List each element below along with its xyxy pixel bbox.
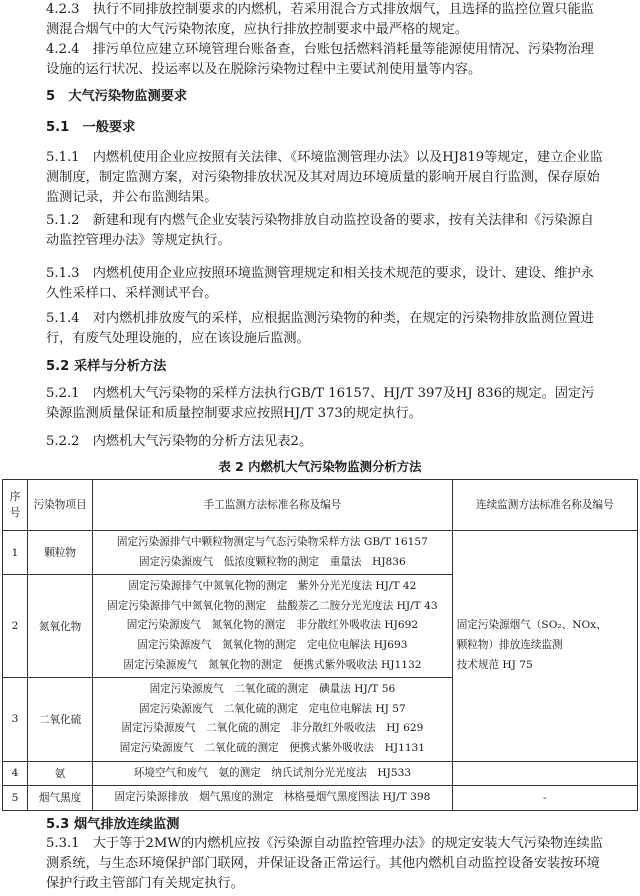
header-pollutant: 污染物项目 xyxy=(28,480,93,531)
row-continuous-dash: - xyxy=(452,786,637,811)
header-manual-method: 手工监测方法标准名称及编号 xyxy=(93,480,453,531)
para-5-2-2: 5.2.2 内燃机大气污染物的分析方法见表2。 xyxy=(46,434,313,449)
method-line: 固定污染源废气 氮氧化物的测定 便携式紫外吸收法 HJ1132 xyxy=(123,658,422,671)
row-manual-methods xyxy=(93,531,453,575)
method-line: 固定污染源排气中氮氧化物的测定 盐酸萘乙二胺分光光度法 HJ/T 43 xyxy=(107,599,438,612)
row-seq: 5 xyxy=(3,786,28,811)
row-pollutant: 颗粒物 xyxy=(28,531,93,575)
analysis-methods-table xyxy=(2,479,638,811)
table-row xyxy=(3,761,638,786)
method-line: 固定污染源废气 二氧化硫的测定 便携式紫外吸收法 HJ1131 xyxy=(119,741,426,754)
para-5-3-1: 5.3.1 大于等于2MW的内燃机应按《污染源自动监控管理办法》的规定安装大气污染物连续监测系统，与生态环境保护部门联网，并保证设备正常运行。其他内燃机自动监控设备安装按环境保护行政主管部门有关规定执行。 xyxy=(46,836,603,891)
method-line: 固定污染源废气 二氧化硫的测定 定电位电解法 HJ 57 xyxy=(139,702,406,715)
row-continuous-empty xyxy=(452,761,637,786)
row-pollutant: 氨 xyxy=(28,761,93,786)
table-caption: 表 2 内燃机大气污染物监测分析方法 xyxy=(218,459,422,474)
para-5-1-2: 5.1.2 新建和现有内燃气企业安装污染物排放自动监控设备的要求，按有关法律和《污染源自动监控管理办法》等规定执行。 xyxy=(46,213,594,248)
method-line: 固定污染源排气中颗粒物测定与气态污染物采样方法 GB/T 16157 xyxy=(116,536,428,548)
row-pollutant: 氮氧化物 xyxy=(28,575,93,678)
method-line: 固定污染源排气中氮氧化物的测定 紫外分光光度法 HJ/T 42 xyxy=(128,580,417,593)
header-continuous-method: 连续监测方法标准名称及编号 xyxy=(452,480,637,531)
para-5-2-1: 5.2.1 内燃机大气污染物的采样方法执行GB/T 16157、HJ/T 397及HJ 836的规定。固定污染源监测质量保证和质量控制要求应按照HJ/T 373的规定执行。 xyxy=(46,386,595,421)
method-line: 环境空气和废气 氨的测定 纳氏试剂分光光度法 HJ533 xyxy=(133,766,412,779)
row-manual-methods xyxy=(93,786,453,811)
para-5-1-3: 5.1.3 内燃机使用企业应按照环境监测管理规定和相关技术规范的要求，设计、建设、维护永久性采样口、采样测试平台。 xyxy=(46,266,594,301)
row-manual-methods xyxy=(93,761,453,786)
para-4-2-3: 4.2.3 执行不同排放控制要求的内燃机，若采用混合方式排放烟气，且选择的监控位置只能监测混合烟气中的大气污染物浓度，应执行排放控制要求中最严格的规定。 xyxy=(46,2,594,37)
method-line: 固定污染源废气 二氧化硫的测定 碘量法 HJ/T 56 xyxy=(149,683,396,696)
heading-section-5: 5 大气污染物监测要求 xyxy=(46,89,188,104)
row-seq: 2 xyxy=(3,575,28,678)
row-seq: 1 xyxy=(3,531,28,575)
row-pollutant: 二氧化硫 xyxy=(28,678,93,761)
continuous-method-cell xyxy=(452,531,637,762)
row-seq: 3 xyxy=(3,678,28,761)
table-header-row xyxy=(3,480,638,531)
method-line: 固定污染源废气 低浓度颗粒物的测定 重量法 HJ836 xyxy=(139,555,406,568)
row-pollutant: 烟气黑度 xyxy=(28,786,93,811)
table-row xyxy=(3,786,638,811)
method-line: 固定污染源废气 二氧化硫的测定 非分散红外吸收法 HJ 629 xyxy=(121,722,424,735)
heading-section-5-3: 5.3 烟气排放连续监测 xyxy=(46,817,180,832)
continuous-line: 颗粒物）排放连续监测 xyxy=(456,638,563,651)
continuous-line: 技术规范 HJ 75 xyxy=(456,658,533,671)
method-line: 固定污染源排放 烟气黑度的测定 林格曼烟气黑度图法 HJ/T 398 xyxy=(114,791,431,804)
para-4-2-4: 4.2.4 排污单位应建立环境管理台账备查，台账包括燃料消耗量等能源使用情况、污染物治理设施的运行状况、投运率以及在脱除污染物过程中主要试剂使用量等内容。 xyxy=(46,42,594,77)
table-row xyxy=(3,531,638,575)
method-line: 固定污染源废气 氮氧化物的测定 非分散红外吸收法 HJ692 xyxy=(126,619,419,632)
row-manual-methods xyxy=(93,575,453,678)
heading-section-5-2: 5.2 采样与分析方法 xyxy=(46,359,167,374)
method-line: 固定污染源废气 氮氧化物的测定 定电位电解法 HJ693 xyxy=(137,638,408,651)
heading-section-5-1: 5.1 一般要求 xyxy=(46,120,136,135)
row-seq: 4 xyxy=(3,761,28,786)
para-5-1-4: 5.1.4 对内燃机排放废气的采样，应根据监测污染物的种类，在规定的污染物排放监测位置进行，有废气处理设施的，应在该设施后监测。 xyxy=(46,311,594,346)
para-5-1-1: 5.1.1 内燃机使用企业应按照有关法律、《环境监测管理办法》以及HJ819等规定，建立企业监测制度，制定监测方案，对污染物排放状况及其对周边环境质量的影响开展自行监测，保存原始监测记录，并公布监测结果。 xyxy=(46,150,603,205)
row-manual-methods xyxy=(93,678,453,761)
header-seq: 序号 xyxy=(3,480,28,531)
continuous-line: 固定污染源烟气（SO₂、NOx、 xyxy=(456,619,607,632)
